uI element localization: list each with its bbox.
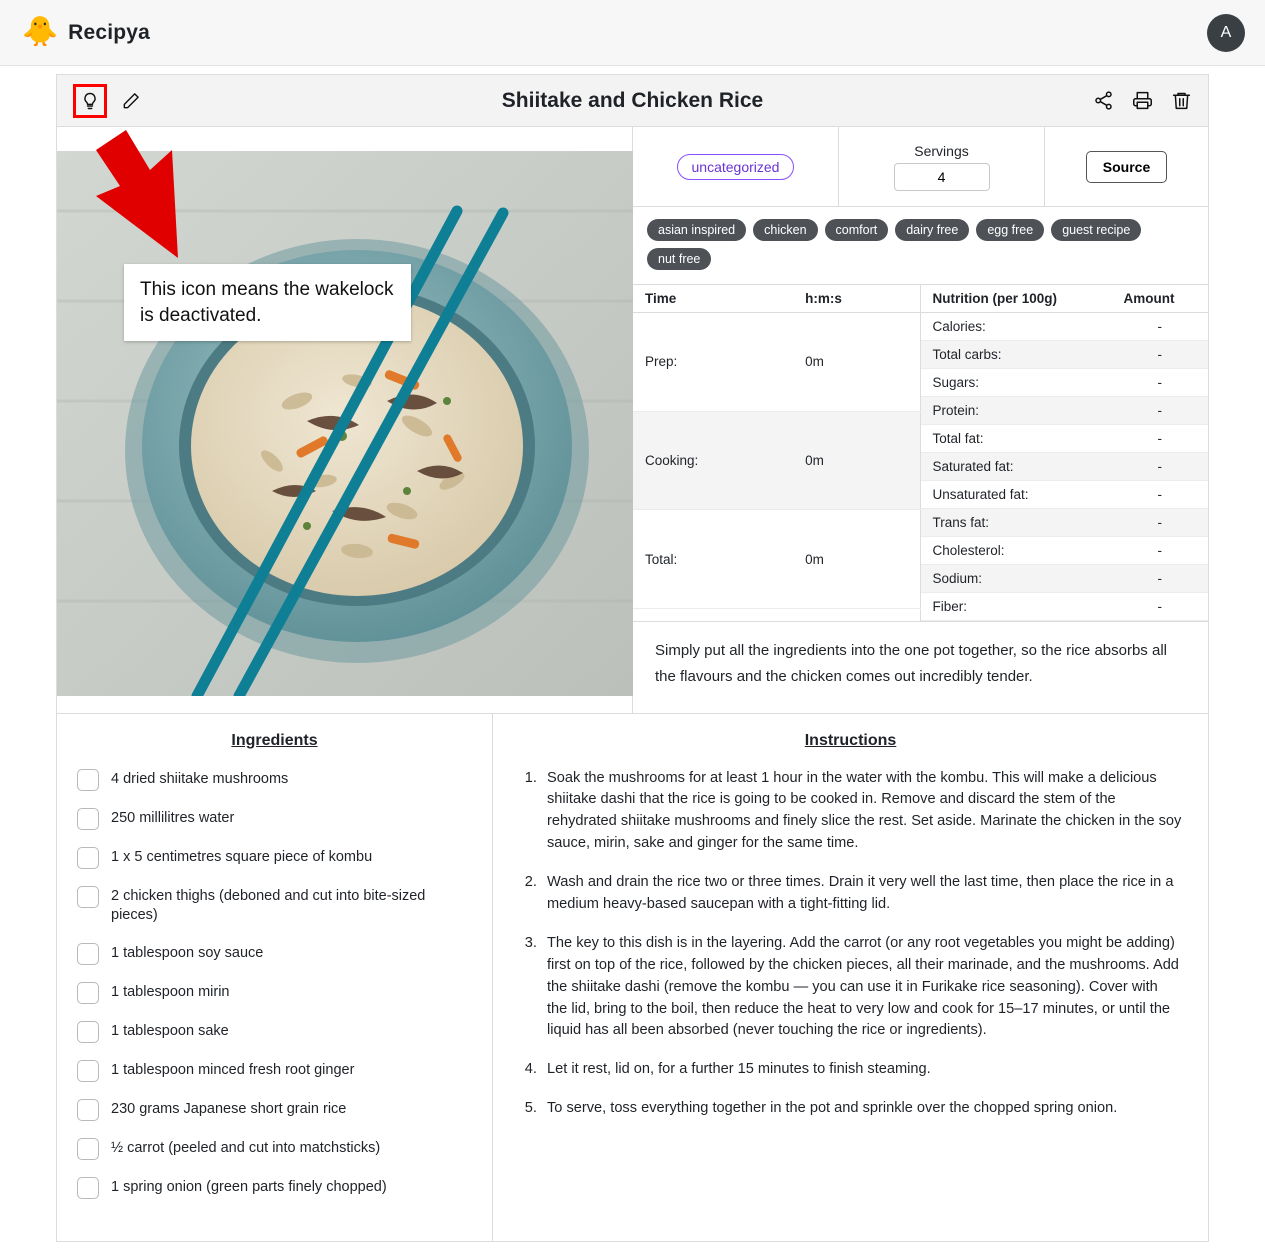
table-row [921,565,1209,593]
page-title: Shiitake and Chicken Rice [501,88,764,112]
tag-chip[interactable]: guest recipe [1051,219,1141,241]
print-button[interactable] [1132,90,1153,111]
nutrition-table [921,285,1209,621]
list-item [77,1176,472,1199]
info-tables [633,285,1208,622]
instruction-step: 4. Let it rest, lid on, for a further 15 minutes to finish steaming. [541,1059,1182,1081]
chick-logo-icon: 🐥 [22,16,59,48]
ingredient-checkbox[interactable] [77,943,99,965]
time-table [633,285,921,621]
ingredient-checkbox[interactable] [77,769,99,791]
ingredient-label: ½ carrot (peeled and cut into matchsticks) [111,1139,381,1156]
tag-chip[interactable]: asian inspired [647,219,746,241]
servings-label: Servings [914,142,969,159]
ingredient-label: 1 x 5 centimetres square piece of kombu [111,848,373,865]
tag-list [633,207,1208,285]
recipe-photo-illustration [57,151,633,696]
nutrition-value: - [1112,565,1208,593]
table-row [921,341,1209,369]
list-item [77,981,472,1004]
recipe-image-column [57,127,633,713]
recipe-card [56,74,1209,1242]
tag-chip[interactable]: dairy free [895,219,969,241]
instruction-step: 3. The key to this dish is in the layering. Add the carrot (or any root vegetables you might be adding) first on top of the rice, followed by the chicken pieces, all their marinade, and the mushrooms. Add the shiitake dashi (remove the kombu — you can use it in Furikake rice seasoning). Cover with the lid, bring to the boil, then reduce the heat to very low and cook for 15–17 minutes, or until the liquid has all been absorbed (never touching the rice or ingredients). [541,933,1182,1042]
top-navigation-bar [0,0,1265,66]
instruction-step: 5. To serve, toss everything together in the pot and sprinkle over the chopped spring onion. [541,1098,1182,1120]
table-row [921,369,1209,397]
nutrition-label: Trans fat: [921,509,1112,537]
nutrition-label: Cholesterol: [921,537,1112,565]
ingredient-label: 1 tablespoon soy sauce [111,944,264,961]
ingredient-checkbox[interactable] [77,1138,99,1160]
total-label: Total: [633,510,793,609]
ingredient-checkbox[interactable] [77,1099,99,1121]
nutrition-value: - [1112,481,1208,509]
share-button[interactable] [1093,90,1114,111]
table-row [921,453,1209,481]
list-item [77,1098,472,1121]
pencil-icon [121,91,141,111]
ingredient-label: 1 spring onion (green parts finely chopped) [111,1178,387,1195]
tag-chip[interactable]: chicken [753,219,817,241]
ingredient-checkbox[interactable] [77,1021,99,1043]
table-row [633,411,920,510]
list-item [77,807,472,830]
list-item [77,1020,472,1043]
share-icon [1093,90,1114,111]
list-item [77,1137,472,1160]
avatar-initial: A [1220,24,1232,41]
table-row [921,425,1209,453]
instruction-step: 1. Soak the mushrooms for at least 1 hour in the water with the kombu. This will make a delicious shiitake dashi that the rice is going to be cooked in. Remove and discard the stem of the rehydrated shiitake mushrooms and finely slice the rest. Set aside. Marinate the chicken in the soy sauce, mirin, sake and ginger for the same time. [541,768,1182,856]
category-badge[interactable]: uncategorized [677,154,795,180]
list-item [77,885,472,926]
recipe-description: Simply put all the ingredients into the one pot together, so the rice absorbs all the flavours and the chicken comes out incredibly tender. [655,642,1167,686]
nutrition-value: - [1112,369,1208,397]
lightbulb-icon [80,91,100,111]
nutrition-label: Calories: [921,313,1112,341]
ingredient-checkbox[interactable] [77,847,99,869]
nutrition-label: Sodium: [921,565,1112,593]
recipe-image [57,151,633,696]
time-table-header-label: Time [633,285,793,313]
source-cell [1045,127,1208,206]
printer-icon [1132,90,1153,111]
ingredient-checkbox[interactable] [77,808,99,830]
nutrition-label: Sugars: [921,369,1112,397]
ingredient-label: 250 millilitres water [111,809,235,826]
ingredients-section [57,714,493,1241]
list-item [77,942,472,965]
table-row [633,510,920,609]
brand[interactable] [22,18,150,47]
nutrition-label: Total carbs: [921,341,1112,369]
servings-input[interactable] [894,163,990,191]
instructions-section [493,714,1208,1241]
time-table-header-value: h:m:s [793,285,920,313]
trash-icon [1171,90,1192,111]
wakelock-toggle-button[interactable] [80,91,100,111]
list-item [77,846,472,869]
ingredient-checkbox[interactable] [77,886,99,908]
ingredient-label: 2 chicken thighs (deboned and cut into bite-sized pieces) [111,887,426,924]
cooking-value: 0m [793,411,920,510]
instruction-step: 2. Wash and drain the rice two or three times. Drain it very well the last time, then place the rice in a medium heavy-based saucepan with a tight-fitting lid. [541,872,1182,916]
nutrition-header-label: Nutrition (per 100g) [921,285,1112,313]
ingredients-title: Ingredients [231,731,318,749]
list-item [77,768,472,791]
avatar[interactable] [1207,14,1245,52]
tag-chip[interactable]: comfort [825,219,889,241]
recipe-meta-row [633,127,1208,207]
table-row [921,397,1209,425]
table-row [633,313,920,412]
table-row [921,509,1209,537]
category-cell [633,127,839,206]
ingredient-checkbox[interactable] [77,1060,99,1082]
delete-button[interactable] [1171,90,1192,111]
prep-value: 0m [793,313,920,412]
wakelock-highlight [73,84,107,118]
table-row [921,537,1209,565]
nutrition-value: - [1112,313,1208,341]
servings-cell [839,127,1045,206]
ingredient-label: 1 tablespoon mirin [111,983,230,1000]
nutrition-value: - [1112,593,1208,621]
nutrition-value: - [1112,397,1208,425]
nutrition-label: Saturated fat: [921,453,1112,481]
instructions-title: Instructions [804,731,897,749]
source-button[interactable]: Source [1086,151,1167,183]
nutrition-label: Protein: [921,397,1112,425]
ingredient-label: 1 tablespoon minced fresh root ginger [111,1061,355,1078]
table-row [921,313,1209,341]
annotation-callout: This icon means the wakelock is deactivated. [124,264,411,341]
prep-label: Prep: [633,313,793,412]
table-row [921,593,1209,621]
list-item [77,1059,472,1082]
nutrition-label: Total fat: [921,425,1112,453]
ingredient-checkbox[interactable] [77,1177,99,1199]
nutrition-header-amount: Amount [1112,285,1208,313]
total-value: 0m [793,510,920,609]
cooking-label: Cooking: [633,411,793,510]
edit-recipe-button[interactable] [121,91,141,111]
nutrition-value: - [1112,341,1208,369]
nutrition-value: - [1112,453,1208,481]
tag-chip[interactable]: nut free [647,248,711,270]
nutrition-value: - [1112,509,1208,537]
instruction-list [519,768,1182,1121]
nutrition-value: - [1112,425,1208,453]
brand-name: Recipya [68,20,151,44]
nutrition-label: Unsaturated fat: [921,481,1112,509]
tag-chip[interactable]: egg free [976,219,1044,241]
ingredient-label: 230 grams Japanese short grain rice [111,1100,347,1117]
nutrition-label: Fiber: [921,593,1112,621]
ingredient-checkbox[interactable] [77,982,99,1004]
recipe-toolbar [57,75,1208,127]
ingredient-label: 4 dried shiitake mushrooms [111,770,289,787]
nutrition-value: - [1112,537,1208,565]
ingredient-label: 1 tablespoon sake [111,1022,229,1039]
table-row [921,481,1209,509]
recipe-detail-column [633,127,1208,713]
